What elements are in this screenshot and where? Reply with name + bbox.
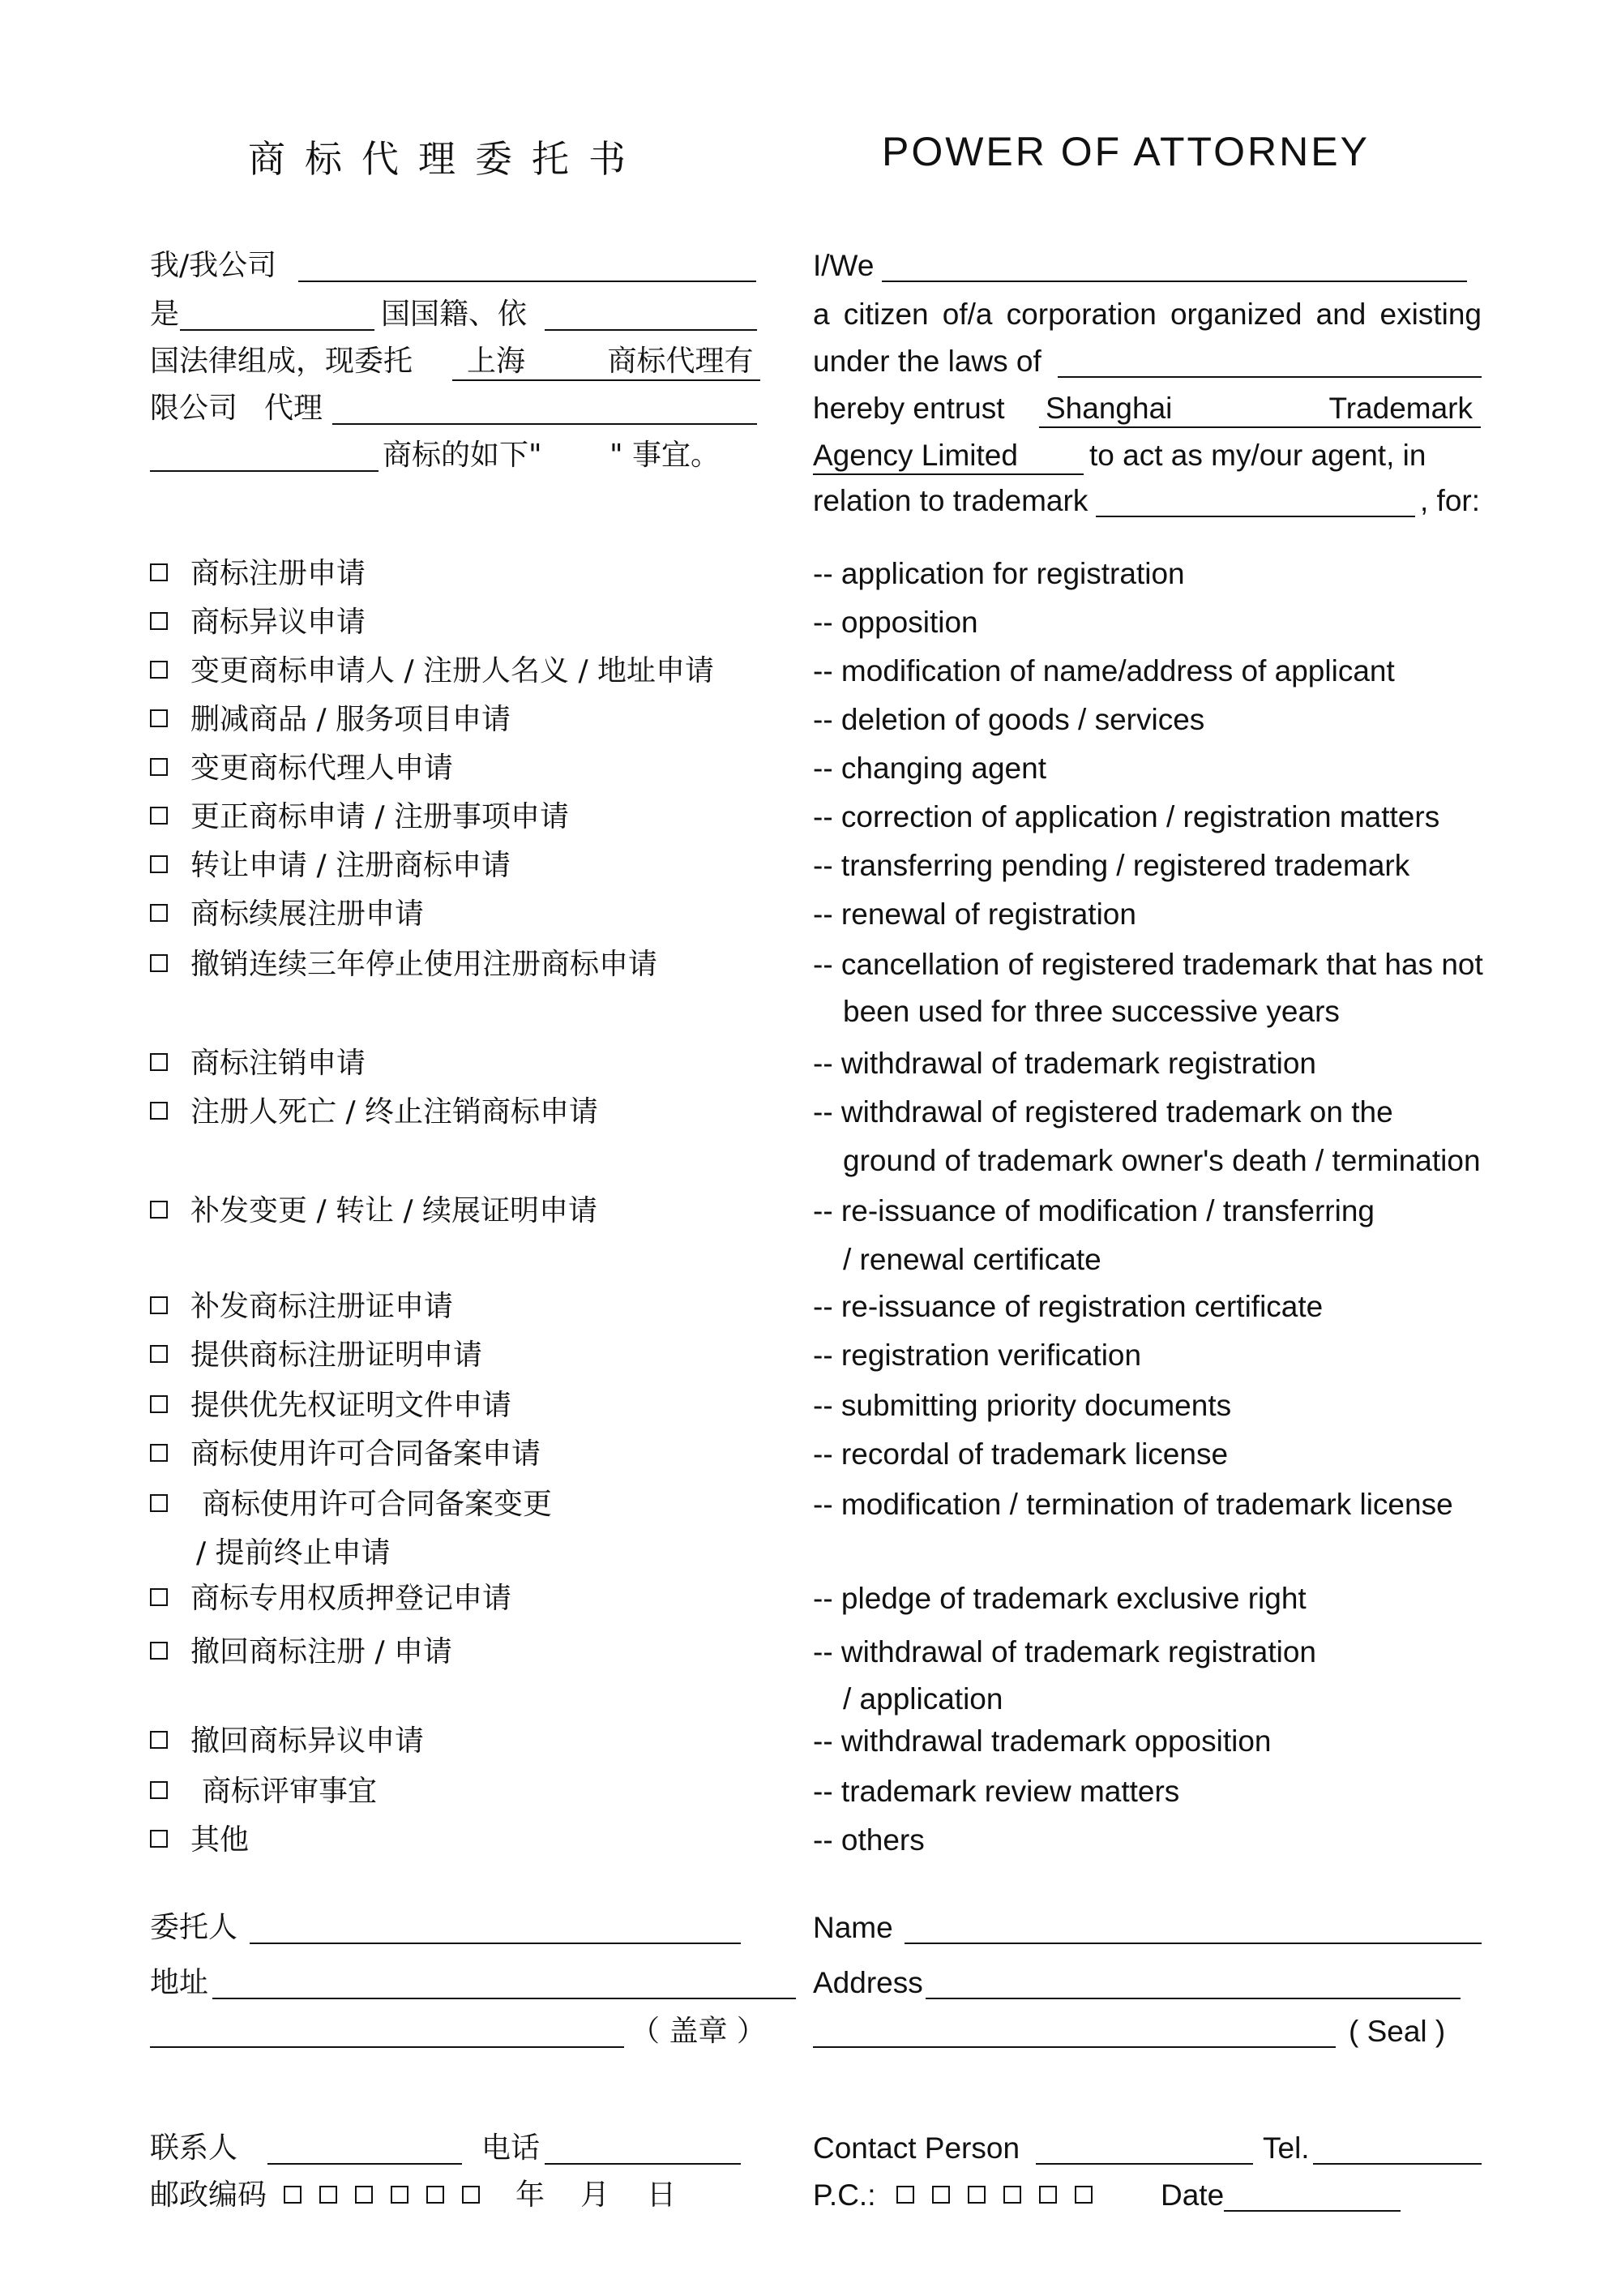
cn-item-21[interactable]: 商标评审事宜	[150, 1774, 377, 1810]
cn-address-field[interactable]	[212, 1998, 796, 1999]
cn-contact-field[interactable]	[267, 2163, 462, 2165]
pc-box[interactable]	[932, 2186, 950, 2204]
en-item-14: -- registration verification	[813, 1339, 1142, 1372]
cn-item-7[interactable]: 转让申请 / 注册商标申请	[150, 848, 511, 884]
cn-item-12[interactable]: 补发变更 / 转让 / 续展证明申请	[150, 1193, 597, 1229]
cn-year-label: 年	[515, 2178, 545, 2212]
en-item-17: -- modification / termination of trademark license	[813, 1488, 1453, 1521]
en-tel-field[interactable]	[1313, 2163, 1482, 2165]
postcode-box[interactable]	[284, 2186, 302, 2204]
en-citizen-line: a citizen of/a corporation organized and existing	[813, 298, 1482, 331]
en-relation-label: relation to trademark	[813, 484, 1089, 517]
en-contact-label: Contact Person	[813, 2131, 1020, 2165]
en-date-label: Date	[1161, 2178, 1225, 2212]
cn-address-label: 地址	[150, 1966, 209, 1999]
cn-item-5[interactable]: 变更商标代理人申请	[150, 751, 453, 786]
checkbox-5[interactable]	[150, 758, 168, 776]
cn-law-country-field[interactable]	[545, 329, 757, 331]
cn-item-14[interactable]: 提供商标注册证明申请	[150, 1338, 482, 1373]
cn-postcode-label: 邮政编码	[150, 2178, 267, 2212]
checkbox-6[interactable]	[150, 807, 168, 825]
cn-matters-label: " 事宜。	[609, 439, 721, 472]
cn-item-18[interactable]: 商标专用权质押登记申请	[150, 1581, 511, 1617]
en-item-4: -- deletion of goods / services	[813, 703, 1205, 736]
en-entrust-label: hereby entrust	[813, 392, 1005, 425]
cn-item-4[interactable]: 删减商品 / 服务项目申请	[150, 702, 511, 738]
en-item-10: -- withdrawal of trademark registration	[813, 1047, 1316, 1080]
cn-law-entrust-label: 国法律组成，现委托	[150, 345, 413, 378]
pc-box[interactable]	[896, 2186, 914, 2204]
cn-seal-label: （ 盖章 ）	[631, 2015, 766, 2048]
en-i-we-field[interactable]	[882, 281, 1467, 282]
cn-item-2[interactable]: 商标异议申请	[150, 605, 366, 640]
en-name-field[interactable]	[905, 1943, 1482, 1944]
cn-item-6[interactable]: 更正商标申请 / 注册事项申请	[150, 799, 569, 835]
en-item-2: -- opposition	[813, 606, 978, 639]
en-item-6: -- correction of application / registration matters	[813, 800, 1440, 833]
cn-act-field[interactable]	[332, 423, 757, 425]
cn-item-17-cont: / 提前终止申请	[196, 1536, 391, 1570]
en-item-19: -- withdrawal of trademark registration	[813, 1635, 1316, 1668]
title-cn: 商标代理委托书	[248, 137, 645, 181]
checkbox-3[interactable]	[150, 661, 168, 679]
cn-phone-label: 电话	[481, 2131, 541, 2165]
en-item-9-cont: been used for three successive years	[843, 995, 1340, 1028]
en-item-5: -- changing agent	[813, 752, 1046, 785]
checkbox-9[interactable]	[150, 954, 168, 972]
checkbox-20[interactable]	[150, 1731, 168, 1749]
en-trademark-field[interactable]	[1096, 516, 1415, 517]
cn-item-19[interactable]: 撤回商标注册 / 申请	[150, 1634, 452, 1670]
postcode-box[interactable]	[462, 2186, 480, 2204]
title-en: POWER OF ATTORNEY	[882, 129, 1370, 174]
cn-month-label: 月	[580, 2178, 610, 2212]
checkbox-17[interactable]	[150, 1494, 168, 1512]
checkbox-7[interactable]	[150, 855, 168, 873]
checkbox-13[interactable]	[150, 1296, 168, 1314]
cn-i-we-label: 我/我公司	[150, 249, 277, 282]
postcode-box[interactable]	[426, 2186, 444, 2204]
cn-item-11[interactable]: 注册人死亡 / 终止注销商标申请	[150, 1094, 598, 1130]
en-agency-1: Shanghai	[1046, 392, 1173, 425]
cn-agency-city: 上海	[467, 345, 526, 378]
cn-is-label: 是	[150, 298, 180, 331]
cn-agency-name	[452, 344, 760, 381]
en-item-13: -- re-issuance of registration certificate	[813, 1290, 1324, 1323]
checkbox-22[interactable]	[150, 1830, 168, 1848]
en-seal-label: ( Seal )	[1349, 2015, 1446, 2048]
cn-item-8[interactable]: 商标续展注册申请	[150, 897, 424, 932]
cn-act-label: 代理	[264, 392, 323, 425]
en-address-field[interactable]	[926, 1998, 1461, 1999]
checkbox-12[interactable]	[150, 1201, 168, 1219]
cn-trademark-items-label: 商标的如下"	[383, 439, 542, 472]
en-item-9: -- cancellation of registered trademark that has not	[813, 948, 1483, 981]
cn-item-9[interactable]: 撤销连续三年停止使用注册商标申请	[150, 947, 657, 983]
checkbox-19[interactable]	[150, 1642, 168, 1660]
cn-seal-field[interactable]	[150, 2046, 624, 2048]
postcode-box[interactable]	[319, 2186, 337, 2204]
en-item-21: -- trademark review matters	[813, 1775, 1180, 1808]
cn-country-label: 国国籍、依	[381, 298, 528, 331]
checkbox-15[interactable]	[150, 1395, 168, 1413]
cn-trademark-field[interactable]	[150, 470, 379, 472]
en-item-11-cont: ground of trademark owner's death / termination	[843, 1144, 1481, 1177]
en-laws-field[interactable]	[1058, 376, 1482, 378]
en-tel-label: Tel.	[1263, 2131, 1310, 2165]
checkbox-14[interactable]	[150, 1345, 168, 1363]
checkbox-18[interactable]	[150, 1588, 168, 1606]
cn-item-20[interactable]: 撤回商标异议申请	[150, 1724, 424, 1759]
cn-item-17[interactable]: 商标使用许可合同备案变更	[150, 1487, 552, 1523]
cn-principal-field[interactable]	[250, 1943, 741, 1944]
en-item-8: -- renewal of registration	[813, 897, 1136, 931]
en-name-label: Name	[813, 1911, 893, 1944]
checkbox-8[interactable]	[150, 904, 168, 922]
postcode-box[interactable]	[355, 2186, 373, 2204]
cn-principal-label: 委托人	[150, 1911, 238, 1944]
en-address-label: Address	[813, 1966, 923, 1999]
en-item-7: -- transferring pending / registered trademark	[813, 849, 1410, 882]
cn-agency-name-text: 商标代理有	[607, 345, 754, 378]
en-seal-field[interactable]	[813, 2046, 1336, 2048]
cn-item-16[interactable]: 商标使用许可合同备案申请	[150, 1437, 541, 1472]
checkbox-11[interactable]	[150, 1102, 168, 1120]
pc-box[interactable]	[1075, 2186, 1093, 2204]
cn-postcode-boxes[interactable]	[284, 2186, 498, 2204]
en-agency-2: Trademark	[1328, 392, 1473, 425]
en-item-12-cont: / renewal certificate	[843, 1243, 1101, 1276]
cn-item-1[interactable]: 商标注册申请	[150, 556, 366, 592]
en-date-field[interactable]	[1224, 2210, 1401, 2212]
en-item-11: -- withdrawal of registered trademark on the	[813, 1095, 1393, 1129]
en-item-16: -- recordal of trademark license	[813, 1437, 1229, 1471]
en-pc-label: P.C.:	[813, 2178, 876, 2212]
checkbox-10[interactable]	[150, 1053, 168, 1071]
en-laws-label: under the laws of	[813, 345, 1041, 378]
pc-box[interactable]	[1039, 2186, 1057, 2204]
en-for-label: , for:	[1420, 484, 1481, 517]
cn-item-3[interactable]: 变更商标申请人 / 注册人名义 / 地址申请	[150, 653, 714, 689]
en-act-label: to act as my/our agent, in	[1089, 439, 1426, 472]
en-item-1: -- application for registration	[813, 557, 1185, 590]
en-item-19-cont: / application	[843, 1682, 1003, 1716]
cn-i-we-field[interactable]	[298, 281, 756, 282]
en-i-we-label: I/We	[813, 249, 875, 282]
en-item-3: -- modification of name/address of applicant	[813, 654, 1395, 688]
checkbox-4[interactable]	[150, 709, 168, 727]
en-agency-3: Agency Limited	[813, 438, 1084, 475]
en-item-15: -- submitting priority documents	[813, 1389, 1232, 1422]
en-agency-name	[1039, 391, 1481, 428]
cn-day-label: 日	[647, 2178, 677, 2212]
checkbox-21[interactable]	[150, 1781, 168, 1799]
checkbox-1[interactable]	[150, 563, 168, 581]
en-contact-field[interactable]	[1036, 2163, 1253, 2165]
pc-box[interactable]	[968, 2186, 986, 2204]
cn-nationality-field[interactable]	[180, 329, 374, 331]
en-pc-boxes[interactable]	[896, 2186, 1110, 2204]
cn-item-10[interactable]: 商标注销申请	[150, 1046, 366, 1082]
cn-item-13[interactable]: 补发商标注册证申请	[150, 1289, 453, 1325]
en-item-20: -- withdrawal trademark opposition	[813, 1724, 1272, 1758]
en-item-12: -- re-issuance of modification / transferring	[813, 1194, 1375, 1227]
checkbox-16[interactable]	[150, 1444, 168, 1462]
cn-item-22[interactable]: 其他	[150, 1823, 249, 1858]
cn-agency-suffix: 限公司	[150, 392, 238, 425]
cn-contact-label: 联系人	[150, 2131, 238, 2165]
en-item-22: -- others	[813, 1823, 925, 1857]
pc-box[interactable]	[1003, 2186, 1021, 2204]
cn-phone-field[interactable]	[545, 2163, 741, 2165]
postcode-box[interactable]	[391, 2186, 408, 2204]
en-item-18: -- pledge of trademark exclusive right	[813, 1582, 1307, 1615]
cn-item-15[interactable]: 提供优先权证明文件申请	[150, 1388, 511, 1424]
checkbox-2[interactable]	[150, 612, 168, 630]
